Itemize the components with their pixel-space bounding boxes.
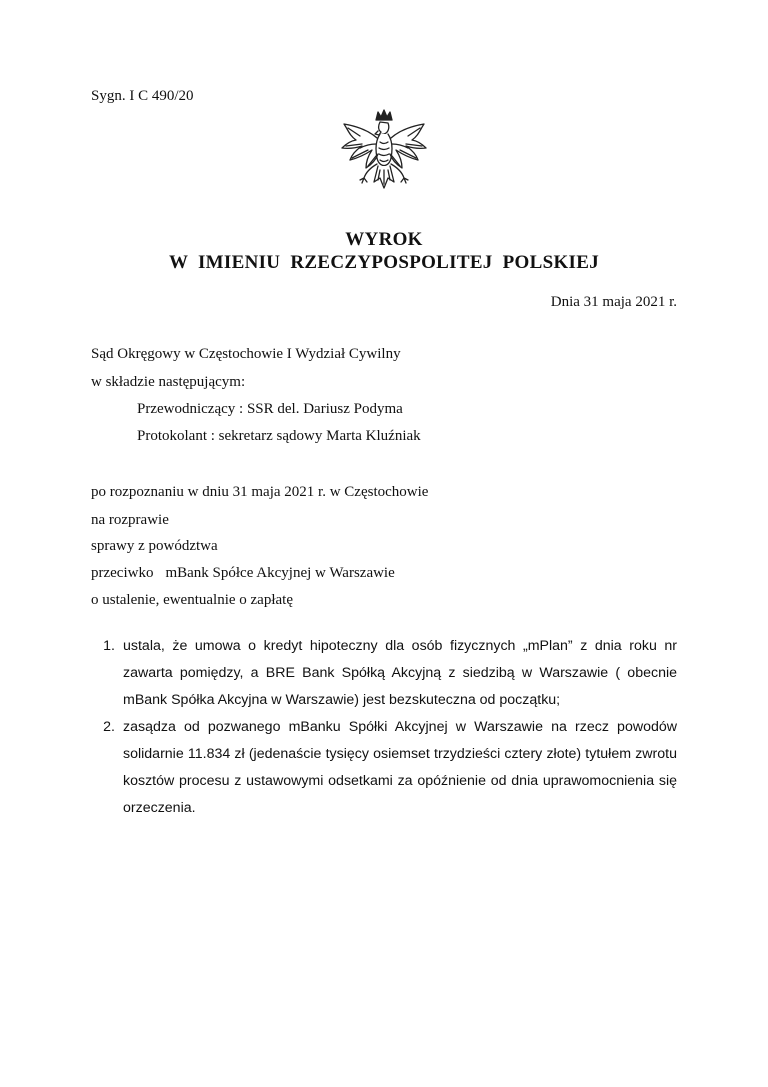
judgment-date: Dnia 31 maja 2021 r.: [550, 294, 677, 310]
verdict-item-text: zasądza od pozwanego mBanku Spółki Akcyjnej w Warszawie na rzecz powodów solidarnie 11.834 zł (jedenaście tysięcy osiemset trzydzieści cztery złote) tytułem zwrotu kosztów procesu z ustawowymi odsetkami za opóźnienie od dnia uprawomocnienia się orzeczenia.: [123, 719, 677, 816]
case-plaintiff-intro: sprawy z powództwa: [91, 538, 218, 554]
defendant-name: mBank Spółce Akcyjnej w Warszawie: [165, 565, 395, 581]
court-name: Sąd Okręgowy w Częstochowie I Wydział Cywilny: [91, 346, 401, 362]
verdict-item-text: ustala, że umowa o kredyt hipoteczny dla osób fizycznych „mPlan” z dnia roku nr zawarta pomiędzy, a BRE Bank Spółką Akcyjną z siedzibą w Warszawie ( obecnie mBank Spółka Akcyjna w Warszawie) jest bezskuteczna od początku;: [123, 638, 677, 708]
defendant-line: [91, 565, 395, 582]
composition-intro: w składzie następującym:: [91, 374, 246, 390]
case-number: Sygn. I C 490/20: [91, 88, 194, 104]
court-clerk: Protokolant : sekretarz sądowy Marta Kluźniak: [137, 428, 421, 444]
judgment-title: WYROK: [345, 229, 423, 250]
session-type: na rozprawie: [91, 512, 169, 528]
judgment-subtitle: W IMIENIU RZECZYPOSPOLITEJ POLSKIEJ: [168, 252, 600, 273]
verdict-item-number: 1.: [103, 638, 115, 654]
verdict-item: [91, 714, 677, 822]
presiding-judge: Przewodniczący : SSR del. Dariusz Podyma: [137, 401, 403, 417]
verdict-item-number: 2.: [103, 719, 115, 735]
against-word: przeciwko: [91, 565, 154, 581]
polish-eagle-emblem-icon: [334, 108, 434, 218]
hearing-info: po rozpoznaniu w dniu 31 maja 2021 r. w Częstochowie: [91, 484, 429, 500]
case-subject: o ustalenie, ewentualnie o zapłatę: [91, 592, 293, 608]
verdict-item: [91, 633, 677, 714]
